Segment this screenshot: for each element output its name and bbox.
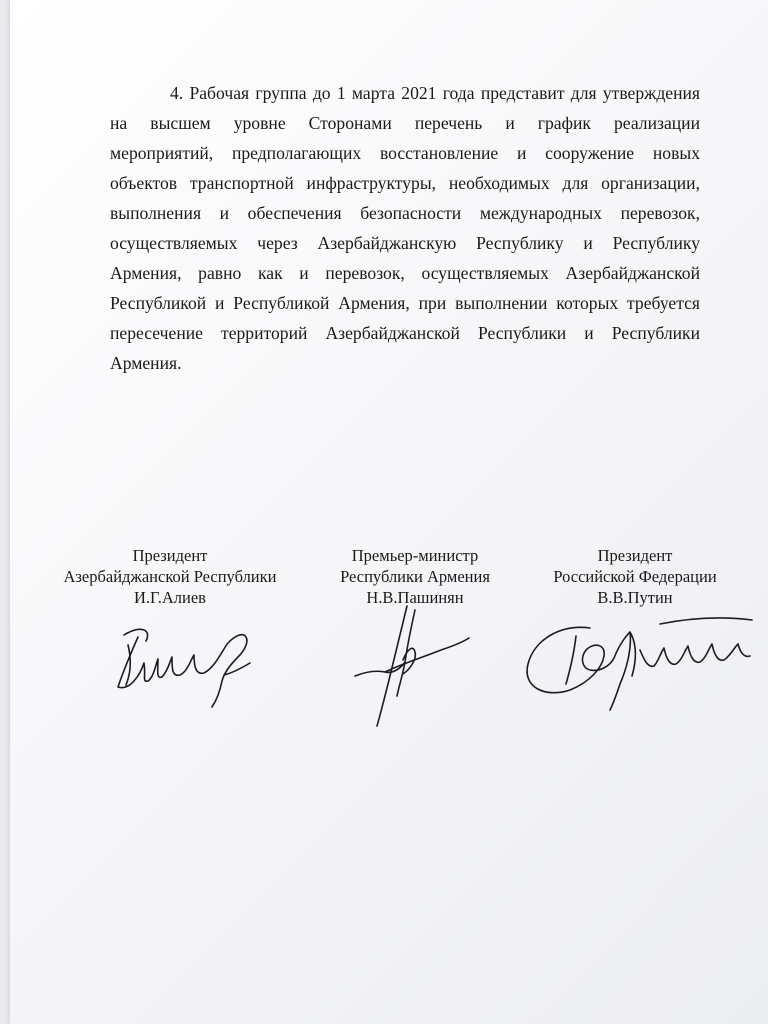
signatory-name: И.Г.Алиев — [134, 588, 206, 607]
paragraph-line: пересечение территорий Азербайджанской Республики и Республики — [110, 323, 700, 343]
paragraph-line: мероприятий, предполагающих восстановление и сооружение новых — [110, 143, 700, 163]
signatory-name: Н.В.Пашинян — [366, 588, 464, 607]
signatory-title: Премьер-министр — [351, 546, 479, 565]
paragraph-line: на высшем уровне Сторонами перечень и график реализации — [110, 113, 700, 133]
paragraph-line: осуществляемых через Азербайджанскую Республику и Республику — [110, 233, 700, 253]
signature-putin — [520, 610, 760, 715]
paragraph-line: объектов транспортной инфраструктуры, необходимых для организации, — [110, 173, 700, 193]
signatory-azerbaijan — [50, 545, 290, 608]
signature-aliyev — [100, 615, 270, 715]
signatory-organization: Российской Федерации — [553, 567, 717, 586]
document-page — [10, 0, 768, 1024]
signatory-title: Президент — [597, 546, 673, 565]
signatory-organization: Республики Армения — [340, 567, 490, 586]
paragraph-line: выполнения и обеспечения безопасности международных перевозок, — [110, 203, 700, 223]
paragraph-line: Армения. — [110, 353, 182, 373]
signatory-name: В.В.Путин — [597, 588, 673, 607]
paragraph-line: Армения, равно как и перевозок, осуществляемых Азербайджанской — [110, 263, 700, 283]
clause-4-paragraph — [110, 78, 700, 378]
paragraph-line: 4. Рабочая группа до 1 марта 2021 года представит для утверждения — [170, 83, 700, 103]
signatory-organization: Азербайджанской Республики — [63, 567, 277, 586]
signatory-armenia — [310, 545, 520, 608]
paragraph-line: Республикой и Республикой Армения, при выполнении которых требуется — [110, 293, 700, 313]
signatory-russia — [530, 545, 740, 608]
signatory-title: Президент — [132, 546, 208, 565]
signature-pashinyan — [345, 600, 485, 735]
